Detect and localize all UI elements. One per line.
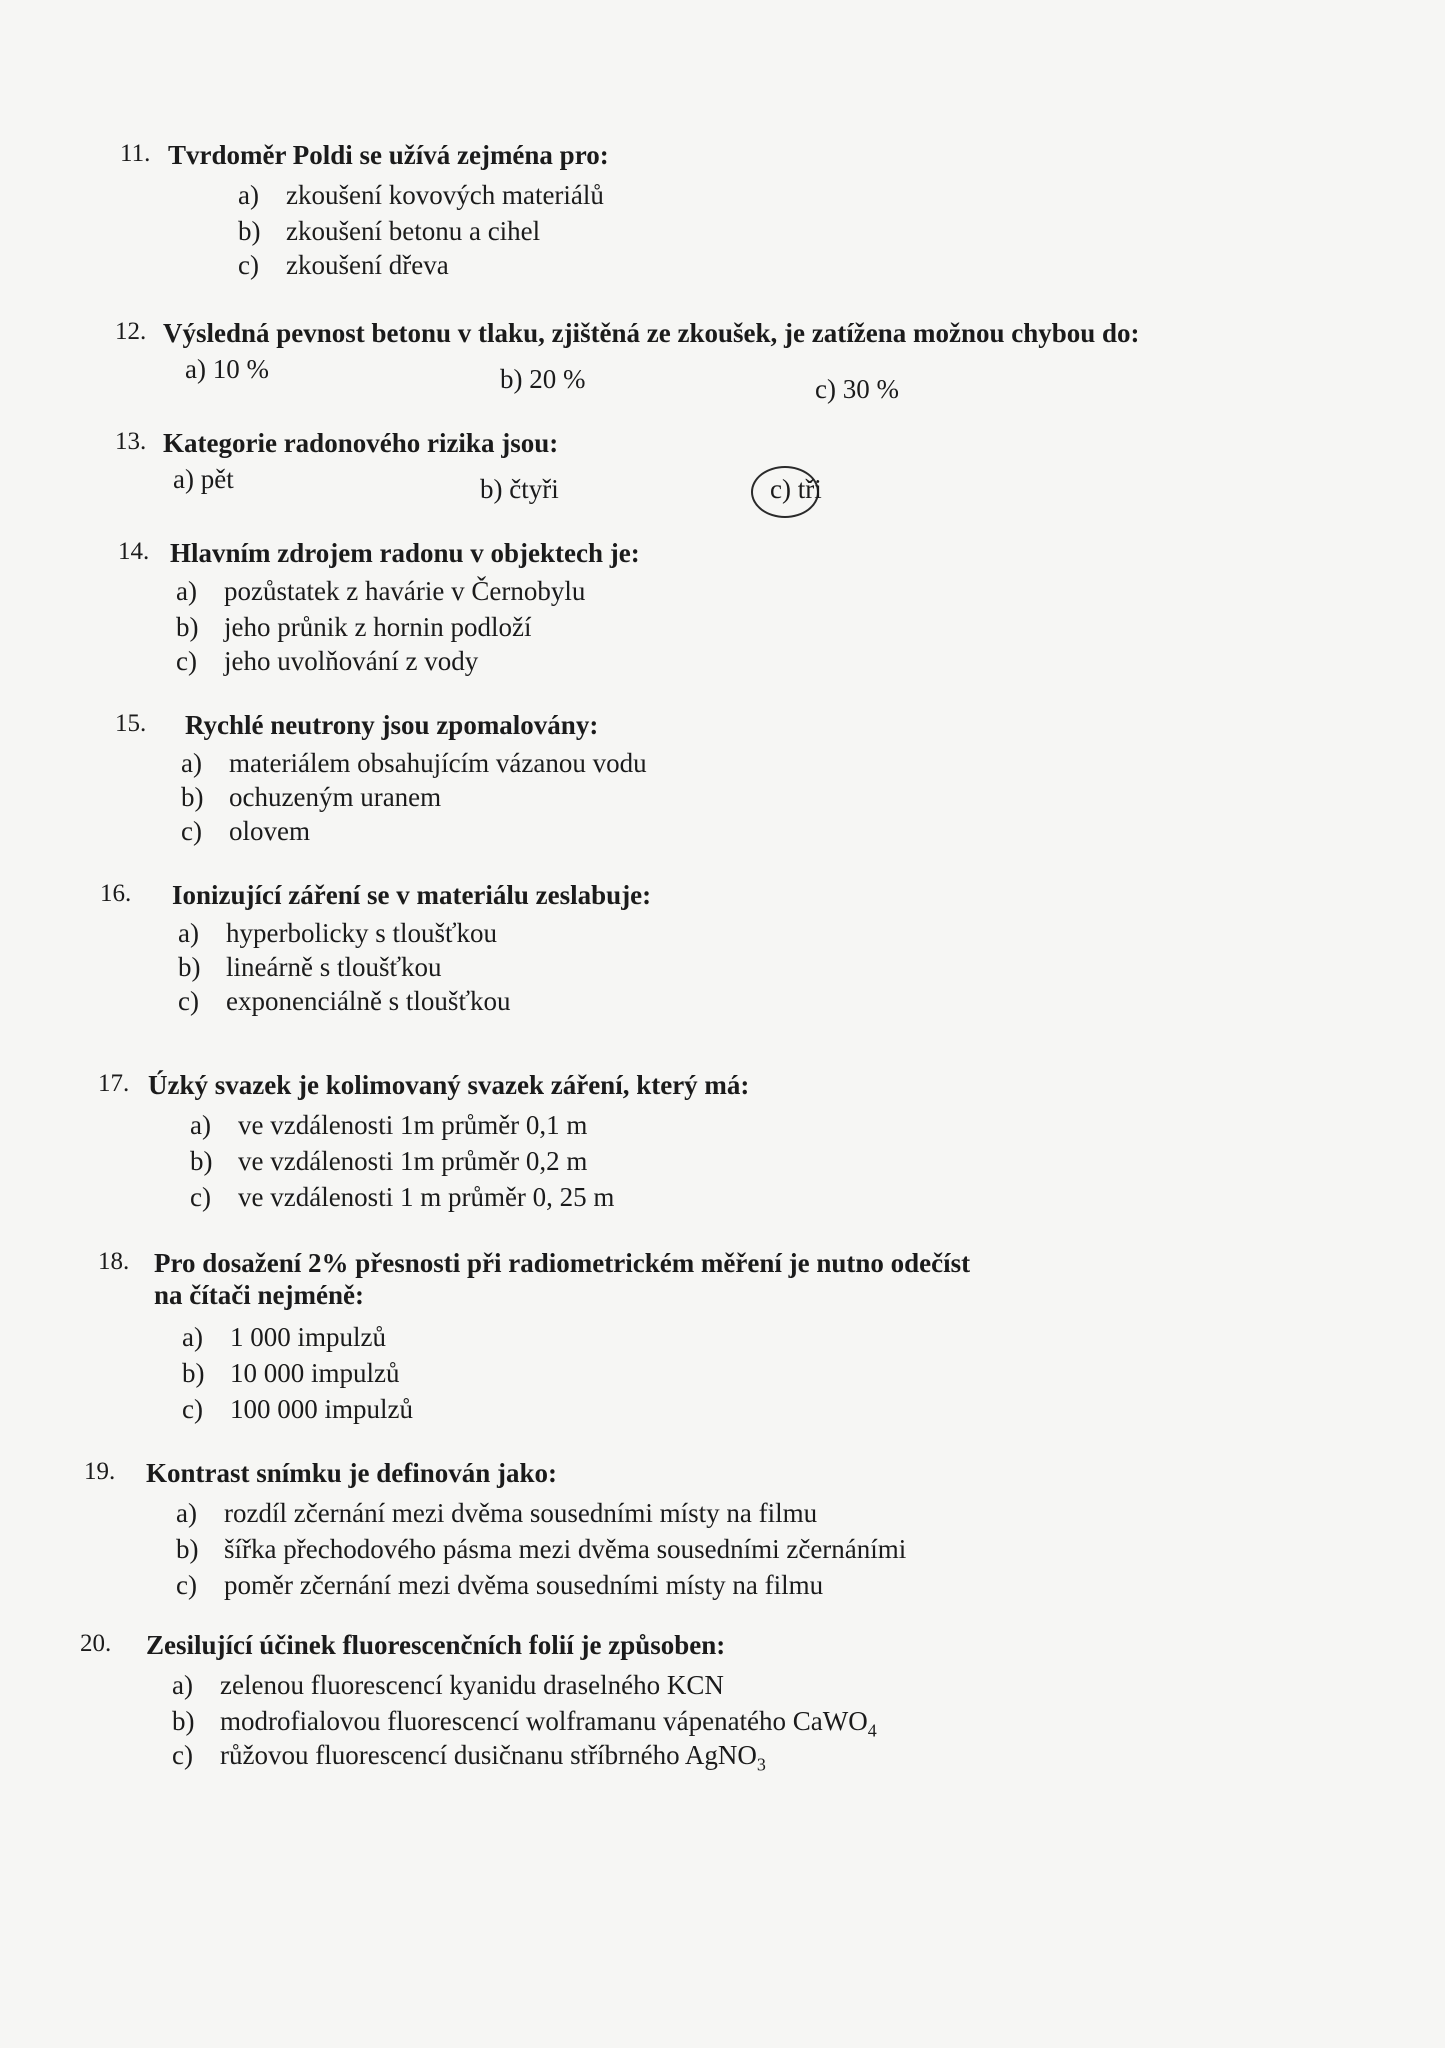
option-a[interactable]: a) pět	[173, 464, 234, 494]
option-a[interactable]: a) materiálem obsahujícím vázanou vodu	[181, 748, 647, 778]
option-c[interactable]: c) ve vzdálenosti 1 m průměr 0, 25 m	[190, 1182, 615, 1212]
option-c[interactable]: c) jeho uvolňování z vody	[176, 646, 479, 676]
question-number: 11.	[120, 140, 151, 167]
question-number: 20.	[80, 1630, 112, 1657]
option-b[interactable]: b) šířka přechodového pásma mezi dvěma sousedními zčernáními	[176, 1534, 907, 1564]
subscript-4: 4	[867, 1720, 877, 1741]
subscript-3: 3	[756, 1754, 766, 1775]
option-c[interactable]: c) olovem	[181, 816, 310, 846]
option-a[interactable]: a) pozůstatek z havárie v Černobylu	[176, 576, 586, 606]
question-number: 14.	[118, 538, 150, 565]
option-b[interactable]: b) čtyři	[480, 474, 559, 504]
option-c[interactable]: c) 30 %	[815, 374, 899, 404]
option-b[interactable]: b) ve vzdálenosti 1m průměr 0,2 m	[190, 1146, 588, 1176]
option-a[interactable]: a) 10 %	[185, 354, 269, 384]
question-number: 18.	[98, 1248, 130, 1275]
question-title: Zesilující účinek fluorescenčních folií je způsoben:	[146, 1630, 726, 1660]
question-title: Výsledná pevnost betonu v tlaku, zjištěná ze zkoušek, je zatížena možnou chybou do:	[163, 318, 1140, 348]
question-title: Rychlé neutrony jsou zpomalovány:	[185, 710, 599, 740]
option-b[interactable]: b) ochuzeným uranem	[181, 782, 442, 812]
option-c[interactable]: c) zkoušení dřeva	[238, 250, 449, 280]
question-number: 12.	[115, 318, 147, 345]
question-title: Úzký svazek je kolimovaný svazek záření, který má:	[148, 1070, 750, 1100]
option-a[interactable]: a) ve vzdálenosti 1m průměr 0,1 m	[190, 1110, 588, 1140]
option-c[interactable]: c) 100 000 impulzů	[182, 1394, 413, 1424]
option-b[interactable]: b) modrofialovou fluorescencí wolframanu vápenatého CaWO$_4$	[172, 1706, 877, 1741]
option-c[interactable]: c) růžovou fluorescencí dusičnanu stříbrného AgNO$_3$	[172, 1740, 766, 1775]
question-title: Kontrast snímku je definován jako:	[146, 1458, 558, 1488]
question-title: Ionizující záření se v materiálu zeslabuje:	[172, 880, 652, 910]
question-number: 19.	[84, 1458, 116, 1485]
question-title-continued: na čítači nejméně:	[154, 1280, 364, 1310]
option-b[interactable]: b) 20 %	[500, 364, 586, 394]
question-title: Hlavním zdrojem radonu v objektech je:	[170, 538, 640, 568]
option-a[interactable]: a) zelenou fluorescencí kyanidu draselného KCN	[172, 1670, 724, 1700]
question-number: 16.	[100, 880, 132, 907]
option-a[interactable]: a) rozdíl zčernání mezi dvěma sousedními místy na filmu	[176, 1498, 818, 1528]
option-a[interactable]: a) zkoušení kovových materiálů	[238, 180, 604, 210]
option-b[interactable]: b) lineárně s tloušťkou	[178, 952, 442, 982]
option-c[interactable]: c) poměr zčernání mezi dvěma sousedními místy na filmu	[176, 1570, 824, 1600]
option-b[interactable]: b) 10 000 impulzů	[182, 1358, 400, 1388]
question-title: Kategorie radonového rizika jsou:	[163, 428, 559, 458]
option-b[interactable]: b) zkoušení betonu a cihel	[238, 216, 541, 246]
question-title: Tvrdoměr Poldi se užívá zejména pro:	[168, 140, 609, 170]
option-b[interactable]: b) jeho průnik z hornin podloží	[176, 612, 532, 642]
question-number: 17.	[98, 1070, 130, 1097]
question-title: Pro dosažení 2% přesnosti při radiometrickém měření je nutno odečíst	[154, 1248, 971, 1278]
option-a[interactable]: a) 1 000 impulzů	[182, 1322, 386, 1352]
option-c[interactable]: c) exponenciálně s tloušťkou	[178, 986, 511, 1016]
option-c[interactable]: c) tři	[770, 474, 822, 504]
question-number: 15.	[115, 710, 147, 737]
question-number: 13.	[115, 428, 147, 455]
option-a[interactable]: a) hyperbolicky s tloušťkou	[178, 918, 498, 948]
